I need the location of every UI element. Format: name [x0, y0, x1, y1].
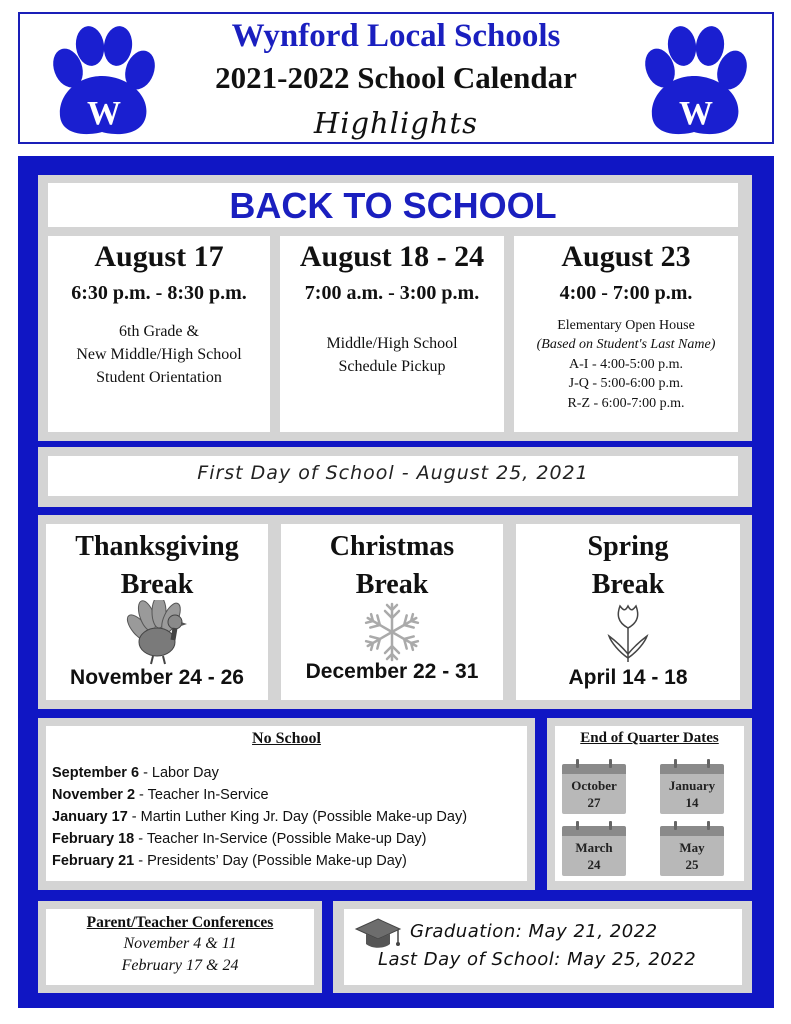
list-item: November 2 - Teacher In-Service: [52, 787, 269, 803]
snowflake-icon: [360, 600, 424, 664]
event-desc-line: Middle/High School: [326, 335, 458, 352]
event-desc-line: New Middle/High School: [76, 346, 242, 363]
back-to-school-title: BACK TO SCHOOL: [229, 185, 557, 226]
graduation-cap-icon: [354, 917, 402, 953]
no-school-box: [46, 726, 527, 881]
first-day-text: First Day of School - August 25, 2021: [197, 462, 589, 484]
event-date: August 23: [561, 240, 691, 273]
header-box: [18, 12, 774, 144]
conference-dates: February 17 & 24: [121, 957, 239, 974]
break-dates: December 22 - 31: [305, 660, 479, 683]
schedule-pickup-card: [280, 236, 504, 432]
break-title: Spring Break: [587, 531, 669, 600]
event-date: August 17: [94, 240, 224, 273]
no-school-list: [52, 762, 522, 872]
thanksgiving-break-card: [46, 524, 268, 700]
paw-logo-icon: [638, 24, 750, 140]
event-desc-line: J-Q - 5:00-6:00 p.m.: [568, 376, 684, 391]
calendar-page-icon: [562, 764, 626, 814]
event-desc-line: Elementary Open House: [557, 318, 695, 333]
break-dates: November 24 - 26: [70, 666, 244, 689]
svg-text:W: W: [679, 95, 713, 132]
event-desc-note: (Based on Student's Last Name): [536, 337, 716, 352]
spring-break-card: [516, 524, 740, 700]
quarter-date: October 27: [571, 778, 617, 810]
event-desc-line: 6th Grade &: [119, 323, 199, 340]
turkey-icon: [125, 600, 189, 666]
event-time: 6:30 p.m. - 8:30 p.m.: [71, 282, 247, 304]
open-house-card: [514, 236, 738, 432]
event-date: August 18 - 24: [299, 240, 485, 273]
list-item: January 17 - Martin Luther King Jr. Day (Possible Make-up Day): [52, 809, 468, 825]
break-title: Christmas Break: [329, 531, 455, 600]
break-dates: April 14 - 18: [568, 666, 688, 689]
quarter-date: January 14: [668, 778, 716, 810]
highlights-subtitle: Highlights: [313, 106, 479, 140]
event-desc-line: R-Z - 6:00-7:00 p.m.: [567, 396, 685, 411]
christmas-break-card: [281, 524, 503, 700]
end-of-quarter-title: End of Quarter Dates: [580, 730, 719, 746]
calendar-title: 2021-2022 School Calendar: [215, 60, 577, 95]
event-time: 4:00 - 7:00 p.m.: [559, 282, 693, 304]
orientation-card: [48, 236, 270, 432]
svg-text:W: W: [87, 95, 121, 132]
quarter-date: March 24: [575, 840, 613, 872]
break-title: Thanksgiving Break: [75, 531, 239, 600]
event-desc-line: Schedule Pickup: [338, 358, 446, 375]
list-item: September 6 - Labor Day: [52, 765, 219, 781]
list-item: February 18 - Teacher In-Service (Possible Make-up Day): [52, 831, 427, 847]
quarter-date: May 25: [679, 840, 705, 872]
no-school-title: No School: [252, 730, 321, 747]
event-desc-line: A-I - 4:00-5:00 p.m.: [569, 357, 683, 372]
event-time: 7:00 a.m. - 3:00 p.m.: [304, 282, 480, 304]
graduation-date: Graduation: May 21, 2022: [410, 921, 658, 942]
conferences-box: [46, 909, 314, 985]
event-desc-line: Student Orientation: [96, 369, 222, 386]
calendar-page-icon: [562, 826, 626, 876]
tulip-icon: [603, 600, 653, 666]
list-item: February 21 - Presidents’ Day (Possible Make-up Day): [52, 853, 407, 869]
graduation-box: [344, 909, 742, 985]
calendar-page-icon: [660, 764, 724, 814]
school-name: Wynford Local Schools: [231, 18, 561, 54]
last-day-date: Last Day of School: May 25, 2022: [378, 949, 697, 970]
calendar-page-icon: [660, 826, 724, 876]
conference-dates: November 4 & 11: [123, 935, 237, 952]
back-to-school-banner: [48, 183, 738, 227]
first-day-banner: [48, 456, 738, 496]
end-of-quarter-box: [555, 726, 744, 881]
conferences-title: Parent/Teacher Conferences: [86, 914, 274, 931]
